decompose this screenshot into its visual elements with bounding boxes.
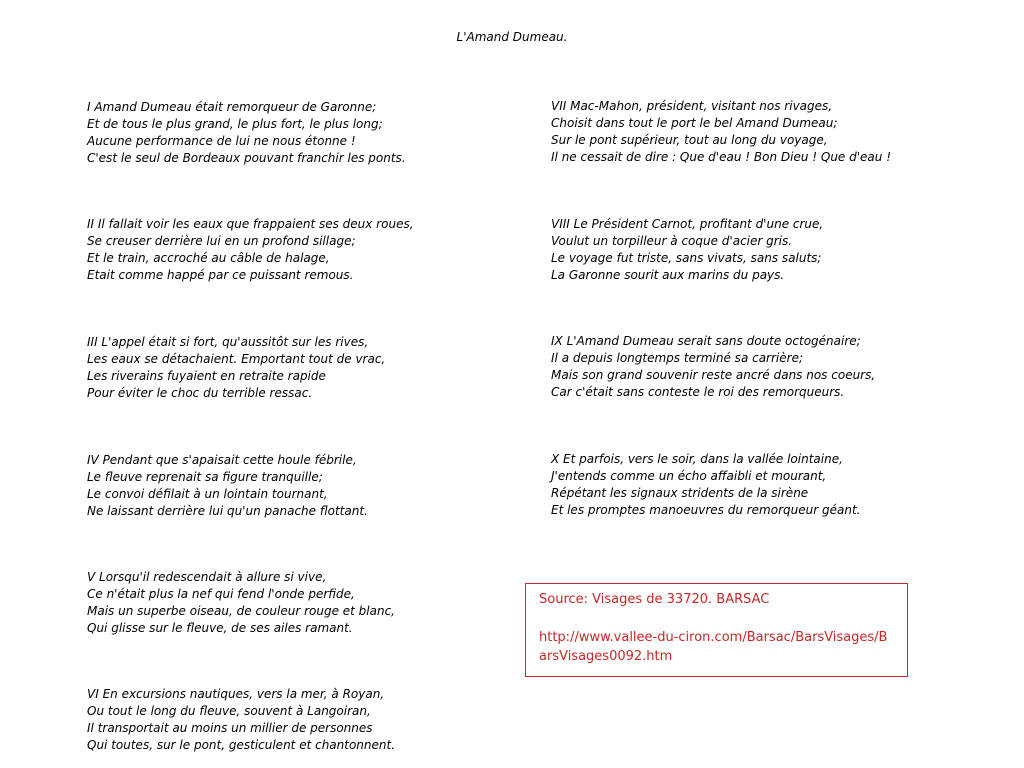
stanza-line: II Il fallait voir les eaux que frappaient ses deux roues, xyxy=(87,217,414,231)
stanza-line: Il a depuis longtemps terminé sa carrière; xyxy=(551,351,803,365)
stanza-10 xyxy=(551,451,860,519)
stanza-line: Ne laissant derrière lui qu'un panache flottant. xyxy=(87,504,368,518)
stanza-line: V Lorsqu'il redescendait à allure si vive, xyxy=(87,570,327,584)
stanza-line: Le convoi défilait à un lointain tournant, xyxy=(87,487,328,501)
stanza-2 xyxy=(87,216,414,284)
stanza-line: La Garonne sourit aux marins du pays. xyxy=(551,268,785,282)
source-label: Source: Visages de 33720. BARSAC xyxy=(539,592,770,607)
stanza-line: Et le train, accroché au câble de halage, xyxy=(87,251,330,265)
stanza-line: C'est le seul de Bordeaux pouvant franchir les ponts. xyxy=(87,151,406,165)
stanza-line: III L'appel était si fort, qu'aussitôt sur les rives, xyxy=(87,335,369,349)
stanza-line: Qui glisse sur le fleuve, de ses ailes ramant. xyxy=(87,621,353,635)
stanza-9 xyxy=(551,333,875,401)
stanza-line: Qui toutes, sur le pont, gesticulent et chantonnent. xyxy=(87,738,396,752)
stanza-8 xyxy=(551,216,823,284)
stanza-line: Mais son grand souvenir reste ancré dans nos coeurs, xyxy=(551,368,876,382)
source-box xyxy=(525,583,908,677)
stanza-line: I Amand Dumeau était remorqueur de Garonne; xyxy=(87,100,377,114)
stanza-line: Répétant les signaux stridents de la sirène xyxy=(551,486,809,500)
stanza-line: Car c'était sans conteste le roi des remorqueurs. xyxy=(551,385,845,399)
stanza-line: Choisit dans tout le port le bel Amand Dumeau; xyxy=(551,116,838,130)
stanza-line: Mais un superbe oiseau, de couleur rouge et blanc, xyxy=(87,604,395,618)
stanza-3 xyxy=(87,334,385,402)
stanza-line: Et les promptes manoeuvres du remorqueur géant. xyxy=(551,503,861,517)
stanza-line: Le fleuve reprenait sa figure tranquille; xyxy=(87,470,323,484)
stanza-line: IX L'Amand Dumeau serait sans doute octogénaire; xyxy=(551,334,861,348)
stanza-line: VI En excursions nautiques, vers la mer, à Royan, xyxy=(87,687,385,701)
stanza-line: VIII Le Président Carnot, profitant d'une crue, xyxy=(551,217,824,231)
stanza-line: J'entends comme un écho affaibli et mourant, xyxy=(551,469,827,483)
stanza-line: Ou tout le long du fleuve, souvent à Langoiran, xyxy=(87,704,371,718)
stanza-6 xyxy=(87,686,395,754)
stanza-line: Les riverains fuyaient en retraite rapide xyxy=(87,369,326,383)
stanza-line: IV Pendant que s'apaisait cette houle fébrile, xyxy=(87,453,357,467)
stanza-line: Voulut un torpilleur à coque d'acier gris. xyxy=(551,234,793,248)
stanza-4 xyxy=(87,452,368,520)
stanza-line: Ce n'était plus la nef qui fend l'onde perfide, xyxy=(87,587,355,601)
stanza-line: Pour éviter le choc du terrible ressac. xyxy=(87,386,313,400)
stanza-line: VII Mac-Mahon, président, visitant nos rivages, xyxy=(551,99,833,113)
stanza-line: Il ne cessait de dire : Que d'eau ! Bon Dieu ! Que d'eau ! xyxy=(551,150,892,164)
stanza-line: Aucune performance de lui ne nous étonne ! xyxy=(87,134,356,148)
stanza-line: Se creuser derrière lui en un profond sillage; xyxy=(87,234,356,248)
poem-title: L'Amand Dumeau. xyxy=(456,30,568,44)
stanza-line: Les eaux se détachaient. Emportant tout de vrac, xyxy=(87,352,386,366)
stanza-line: Le voyage fut triste, sans vivats, sans saluts; xyxy=(551,251,822,265)
source-url-link[interactable]: http://www.vallee-du-ciron.com/Barsac/BarsVisages/BarsVisages0092.htm xyxy=(539,630,888,664)
stanza-5 xyxy=(87,569,395,637)
stanza-line: X Et parfois, vers le soir, dans la vallée lointaine, xyxy=(551,452,843,466)
stanza-1 xyxy=(87,99,406,167)
stanza-line: Sur le pont supérieur, tout au long du voyage, xyxy=(551,133,828,147)
stanza-7 xyxy=(551,98,891,166)
stanza-line: Etait comme happé par ce puissant remous. xyxy=(87,268,354,282)
stanza-line: Il transportait au moins un millier de personnes xyxy=(87,721,373,735)
stanza-line: Et de tous le plus grand, le plus fort, le plus long; xyxy=(87,117,383,131)
